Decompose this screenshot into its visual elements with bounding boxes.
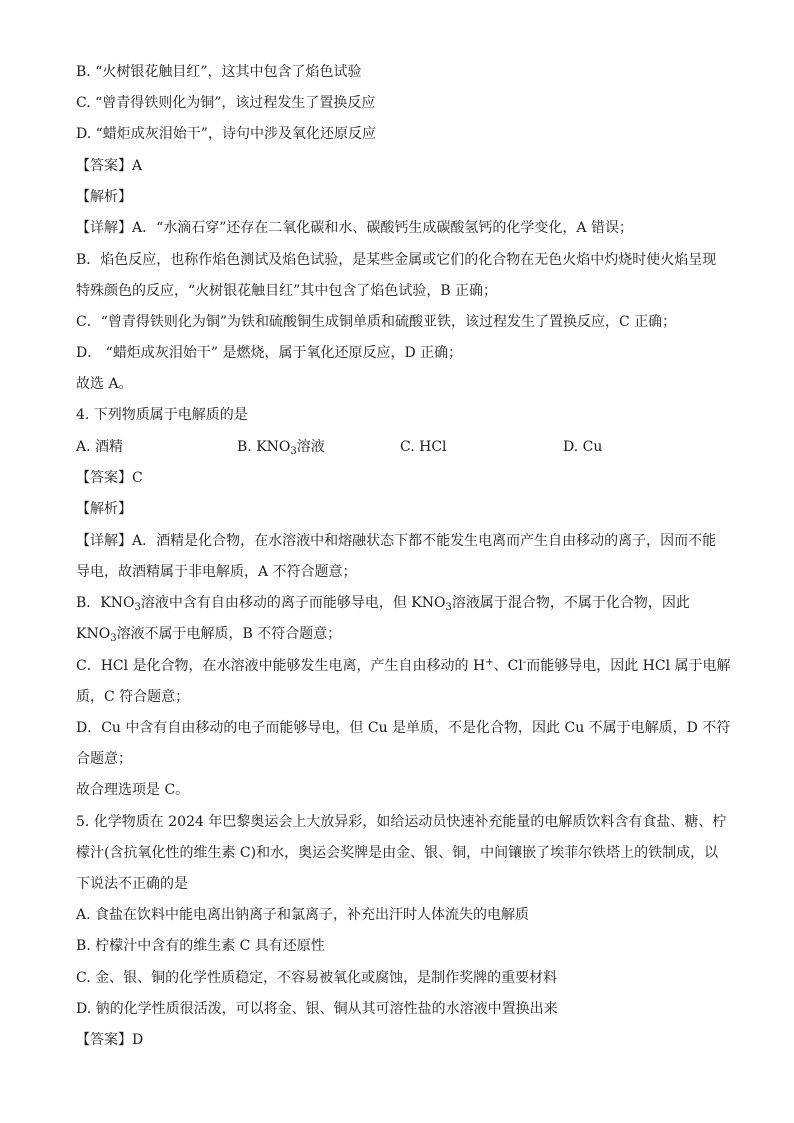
q5-option-a: A. 食盐在饮料中能电离出钠离子和氯离子，补充出汗时人体流失的电解质 xyxy=(76,907,530,923)
q4-detail-line: 合题意； xyxy=(76,751,132,767)
q4-detail-line: 质，C 符合题意； xyxy=(76,689,190,705)
q4-option-b: B. $KNO_3$溶液 xyxy=(237,439,325,457)
q5-option-b: B. 柠檬汁中含有的维生素 C 具有还原性 xyxy=(76,938,325,954)
q3-option-c: C. “曾青得铁则化为铜”，该过程发生了置换反应 xyxy=(76,95,376,111)
q3-option-d: D. “蜡炬成灰泪始干”，诗句中涉及氧化还原反应 xyxy=(76,126,376,142)
q4-detail-line: B．$KNO_3$溶液中含有自由移动的离子而能够导电，但 $KNO_3$溶液属于混合物，不属于化合物，因此 xyxy=(76,595,690,613)
q4-option-d: D. Cu xyxy=(563,439,603,455)
q3-answer: 【答案】A xyxy=(76,158,143,174)
q3-detail-line: C．“曾青得铁则化为铜”为铁和硫酸铜生成铜单质和硫酸亚铁，该过程发生了置换反应，C 正确； xyxy=(76,314,677,330)
q5-stem-line: 下说法不正确的是 xyxy=(76,876,188,892)
q4-answer: 【答案】C xyxy=(76,470,143,486)
q4-detail-line: 【详解】A．酒精是化合物，在水溶液中和熔融状态下都不能发生电离而产生自由移动的离子，因而不能 xyxy=(76,533,717,549)
q4-conclusion: 故合理选项是 C。 xyxy=(76,782,190,798)
q4-detail-line: $KNO_3$溶液不属于电解质，B 不符合题意； xyxy=(76,626,342,644)
q3-detail-line: 【详解】A．“水滴石穿”还存在二氧化碳和水、碳酸钙生成碳酸氢钙的化学变化，A 错误； xyxy=(76,220,633,236)
q3-analysis-heading: 【解析】 xyxy=(76,189,132,205)
q3-conclusion: 故选 A。 xyxy=(76,376,133,392)
q5-stem-line: 檬汁(含抗氧化性的维生素 C)和水，奥运会奖牌是由金、银、铜，中间镶嵌了埃菲尔铁塔上的铁制成，以 xyxy=(76,845,719,861)
q4-option-a: A. 酒精 xyxy=(76,439,124,455)
q4-detail-line: 导电，故酒精属于非电解质，A 不符合题意； xyxy=(76,564,357,580)
q4-stem: 4. 下列物质属于电解质的是 xyxy=(76,407,248,423)
q4-analysis-heading: 【解析】 xyxy=(76,501,132,517)
q3-option-b: B. “火树银花触目红”，这其中包含了焰色试验 xyxy=(76,64,362,80)
q3-detail-line: D． “蜡炬成灰泪始干” 是燃烧，属于氧化还原反应，D 正确； xyxy=(76,345,463,361)
q5-option-c: C. 金、银、铜的化学性质稳定，不容易被氧化或腐蚀，是制作奖牌的重要材料 xyxy=(76,970,558,986)
q3-detail-line: B．焰色反应，也称作焰色测试及焰色试验，是某些金属或它们的化合物在无色火焰中灼烧时使火焰呈现 xyxy=(76,252,717,268)
q4-option-c: C. HCl xyxy=(400,439,447,455)
q5-option-d: D. 钠的化学性质很活泼，可以将金、银、铜从其可溶性盐的水溶液中置换出来 xyxy=(76,1001,558,1017)
q5-stem-line: 5. 化学物质在 2024 年巴黎奥运会上大放异彩，如给运动员快速补充能量的电解质饮料含有食盐、糖、柠 xyxy=(76,814,727,830)
q4-detail-line: D．Cu 中含有自由移动的电子而能够导电，但 Cu 是单质，不是化合物，因此 Cu 不属于电解质，D 不符 xyxy=(76,720,731,736)
q3-detail-line: 特殊颜色的反应，“火树银花触目红”其中包含了焰色试验，B 正确； xyxy=(76,283,498,299)
q4-detail-line: C．HCl 是化合物，在水溶液中能够发生电离，产生自由移动的 H+、Cl-而能够导电，因此 HCl 属于电解 xyxy=(76,657,731,674)
q5-answer: 【答案】D xyxy=(76,1032,144,1048)
